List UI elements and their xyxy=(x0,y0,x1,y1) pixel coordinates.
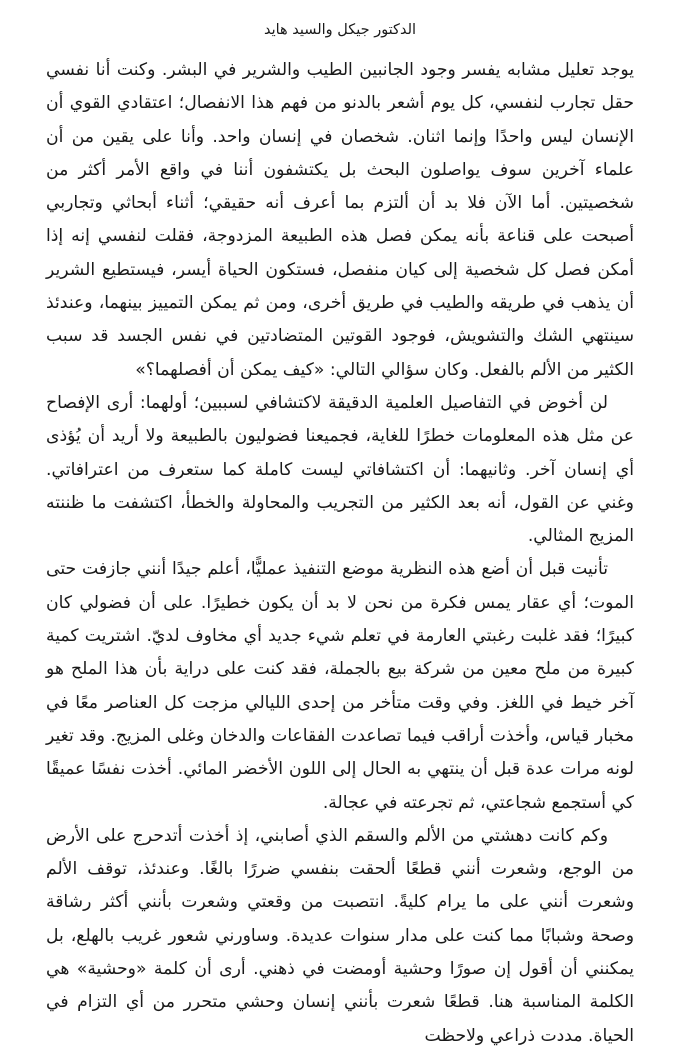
paragraph-3: تأنيت قبل أن أضع هذه النظرية موضع التنفيذ عمليًّا، أعلم جيدًا أنني جازفت حتى الموت؛ أي عقار يمس فكرة من نحن لا بد أن يكون خطيرًا. على أن فضولي كان كبيرًا؛ فقد غلبت رغبتي العارمة في تعلم شيء جديد أي مخاوف لديّ. اشتريت كمية كبيرة من ملح معين من شركة بيع بالجملة، فقد كنت على دراية بأن هذا الملح هو آخر خيط في اللغز. وفي وقت متأخر من إحدى الليالي مزجت كل العناصر معًا في مخبار قياس، وأخذت أراقب فيما تصاعدت الفقاعات والدخان وغلى المزيج. وقد تغير لونه مرات عدة قبل أن ينتهي به الحال إلى اللون الأخضر المائي. أخذت نفسًا عميقًا كي أستجمع شجاعتي، ثم تجرعته في عجالة. xyxy=(46,559,634,813)
running-title: الدكتور جيكل والسيد هايد xyxy=(263,22,417,38)
paragraph-2: لن أخوض في التفاصيل العلمية الدقيقة لاكتشافي لسببين؛ أولهما: أرى الإفصاح عن مثل هذه المعلومات خطرًا للغاية، فجميعنا فضوليون بالطبيعة ولا أريد أن يُؤذى أي إنسان آخر. وثانيهما: أن اكتشافاتي ليست كاملة كما ستعرف من اعترافاتي. وغني عن القول، أنه بعد الكثير من التجريب والمحاولة والخطأ، اكتشفت ما ظننته المزيج المثالي. xyxy=(46,392,634,547)
body-text xyxy=(46,54,634,1053)
paragraph-4: وكم كانت دهشتي من الألم والسقم الذي أصابني، إذ أخذت أتدحرج على الأرض من الوجع، وشعرت أنني قطعًا ألحقت بنفسي ضررًا بالغًا. وعندئذ، توقف الألم وشعرت أنني على ما يرام كليةً. انتصبت من وقعتي وشعرت بأنني أكثر رشاقة وصحة وشبابًا مما كنت على مدار سنوات عديدة. وساورني شعور غريب بالهلع، بل يمكنني أن أقول إن صورًا وحشية أومضت في ذهني. أرى أن كلمة «وحشية» هي الكلمة المناسبة هنا. قطعًا شعرت بأنني إنسان وحشي متحرر من أي التزام في الحياة. مددت ذراعي ولاحظت xyxy=(46,825,634,1046)
paragraph-1: يوجد تعليل مشابه يفسر وجود الجانبين الطيب والشرير في البشر. وكنت أنا نفسي حقل تجارب لنفسي، كل يوم أشعر بالدنو من فهم هذا الانفصال؛ اعتقادي القوي أن الإنسان ليس واحدًا وإنما اثنان. شخصان في إنسان واحد. وأنا على يقين من أن علماء آخرين سوف يواصلون البحث بل يكتشفون أننا في واقع الأمر أكثر من شخصيتين. أما الآن فلا بد أن ألتزم بما أعرف أنه حقيقي؛ أثناء أبحاثي وتجاربي أصبحت على قناعة بأنه يمكن فصل هذه الطبيعة المزدوجة، فقلت لنفسي إنه إذا أمكن فصل كل شخصية إلى كيان منفصل، فستكون الحياة أيسر، فيستطيع الشرير أن يذهب في طريقه والطيب في طريق أخرى، ومن ثم يمكن التمييز بينهما، وعندئذ سينتهي الشك والتشويش، فوجود القوتين المتضادتين في نفس الجسد قد سبب الكثير من الألم بالفعل. وكان سؤالي التالي: «كيف يمكن أن أفصلهما؟» xyxy=(46,60,634,380)
